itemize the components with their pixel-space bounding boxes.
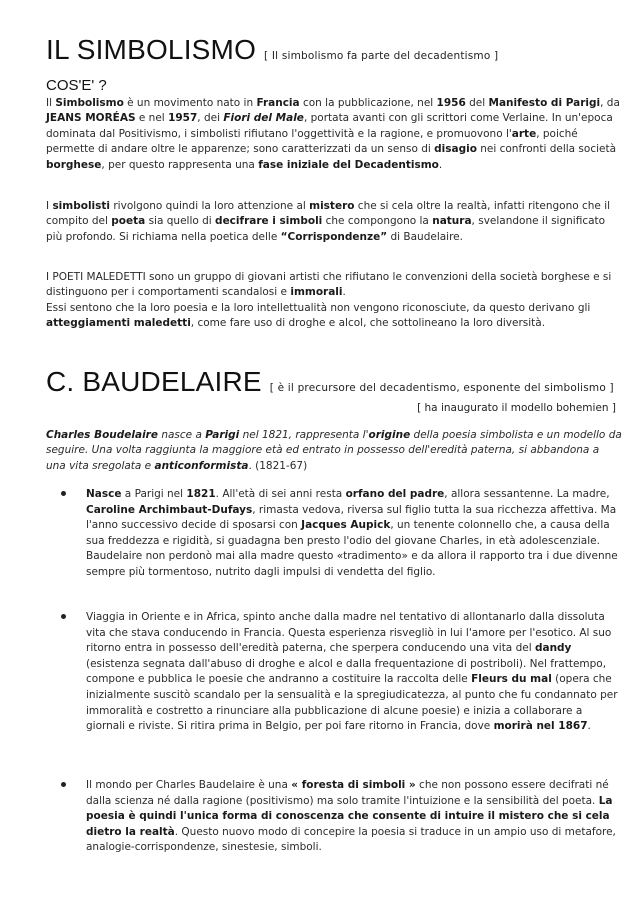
list-item <box>46 778 622 856</box>
section-title-note: [ è il precursore del decadentismo, esponente del simbolismo ] <box>269 382 614 394</box>
list-item-text: Il mondo per Charles Baudelaire è una « foresta di simboli » che non possono essere decifrati né dalla scienza né dalla ragione (positivismo) ma solo tramite l'intuizione e la sensibilità del poeta. La poesia è quindi l'unica forma di conoscenza che consente di intuire il mistero che si cela dietro la realtà. Questo nuovo modo di concepire la poesia si traduce in un ampio uso di metafore, analogie-corrispondenze, sinestesie, simboli. <box>86 779 616 854</box>
section-title-simbolismo: IL SIMBOLISMO [ Il simbolismo fa parte del decadentismo ] <box>46 34 499 65</box>
bullet-icon <box>61 782 66 787</box>
section-title-baudelaire: C. BAUDELAIRE [ è il precursore del decadentismo, esponente del simbolismo ] <box>46 366 614 397</box>
list-item-text: Nasce a Parigi nel 1821. All'età di sei anni resta orfano del padre, allora sessantenne. La madre, Caroline Archimbaut-Dufays, rimasta vedova, riversa sul figlio tutta la sua ricchezza affettiva. Ma l'anno successivo decide di sposarsi con Jacques Aupick, un tenente colonnello che, a causa della sua freddezza e rigidità, si guadagna ben presto l'odio del giovane Charles, in età adolescenziale. Baudelaire non perdonò mai alla madre questo «tradimento» e da allora il rapporto tra i due divenne sempre più tormentoso, nutrito dagli impulsi di vendetta del figlio. <box>86 488 618 578</box>
section-subtitle: COS'E' ? <box>46 77 107 94</box>
section-title-note: [ Il simbolismo fa parte del decadentismo ] <box>264 50 499 62</box>
section-title-note-2: [ ha inaugurato il modello bohemien ] <box>417 402 616 414</box>
paragraph-simbolisti: I simbolisti rivolgono quindi la loro attenzione al mistero che si cela oltre la realtà, infatti ritengono che il compito del poeta sia quello di decifrare i simboli che compongono la natura, svelandone il significato più profondo. Si richiama nella poetica delle “Corrispondenze” di Baudelaire. <box>46 200 611 243</box>
paragraph-intro-baudelaire: Charles Boudelaire nasce a Parigi nel 1821, rappresenta l'origine della poesia simbolista e un modello da seguire. Una volta raggiunta la maggiore età ed entrato in possesso dell'eredità paterna, si abbandona a una vita sregolata e anticonformista. (1821-67) <box>46 429 622 472</box>
bullet-icon <box>61 491 66 496</box>
paragraph-definition: Il Simbolismo è un movimento nato in Francia con la pubblicazione, nel 1956 del Manifesto di Parigi, da JEANS MORÉAS e nel 1957, dei Fiori del Male, portata avanti con gli scrittori come Verlaine. In un'epoca dominata dal Positivismo, i simbolisti rifiutano l'oggettività e la ragione, e promuovono l'arte, poiché permette di andare oltre le apparenze; sono caratterizzati da un senso di disagio nei confronti della società borghese, per questo rappresenta una fase iniziale del Decadentismo. <box>46 97 620 171</box>
bullet-icon <box>61 614 66 619</box>
list-item <box>46 487 622 581</box>
list-item-text: Viaggia in Oriente e in Africa, spinto anche dalla madre nel tentativo di allontanarlo dalla dissoluta vita che stava conducendo in Francia. Questa esperienza risvegliò in lui l'amore per l'esotico. Al suo ritorno entra in possesso dell'eredità paterna, che sperpera conducendo una vita del dandy (esistenza segnata dall'abuso di droghe e alcol e dalla frequentazione di postriboli). Nel frattempo, compone e pubblica le poesie che andranno a costituire la raccolta delle Fleurs du mal (opera che inizialmente suscitò scandalo per la sensualità e la spregiudicatezza, al punto che fu condannato per immoralità e costretto a rinunciare alla pubblicazione di alcune poesie) e inizia a collaborare a giornali e riviste. Si ritira prima in Belgio, per poi fare ritorno in Francia, dove morirà nel 1867. <box>86 611 618 733</box>
list-item <box>46 610 622 735</box>
paragraph-poeti-maledetti: I POETI MALEDETTI sono un gruppo di giovani artisti che rifiutano le convenzioni della società borghese e si distinguono per i comportamenti scandalosi e immorali. Essi sentono che la loro poesia e la loro intellettualità non vengono riconosciute, da questo derivano gli atteggiamenti maledetti, come fare uso di droghe e alcol, che sottolineano la loro diversità. <box>46 271 612 330</box>
